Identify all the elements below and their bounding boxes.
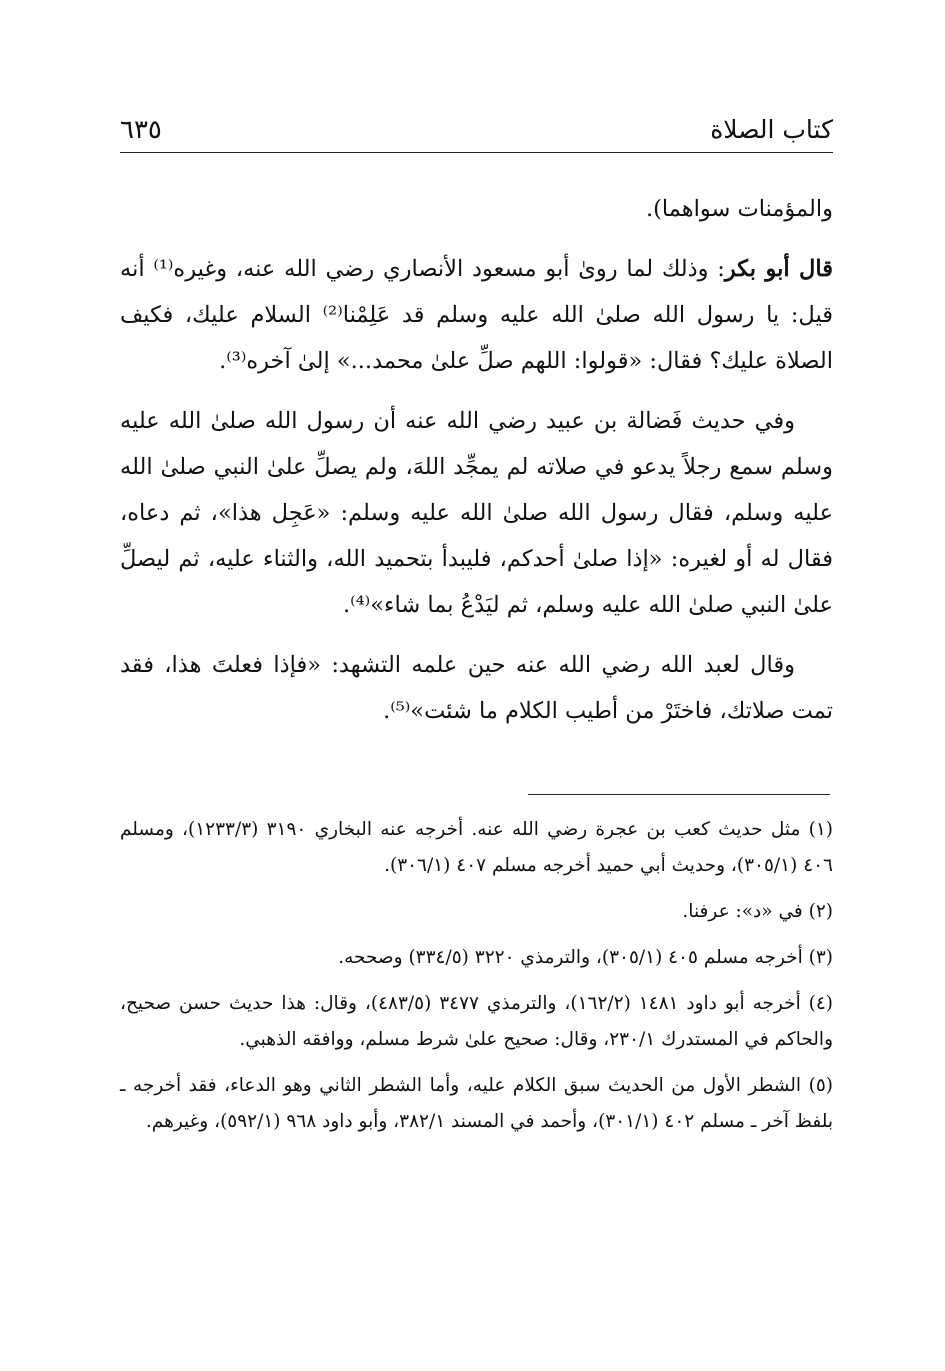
paragraph-2-text: : وذلك لما روىٰ أبو مسعود الأنصاري رضي الله عنه، وغيره⁽¹⁾ أنه قيل: يا رسول الله صلىٰ الله عليه وسلم قد عَلِمْنا⁽²⁾ السلام عليك، فكيف الصلاة عليك؟ فقال: «قولوا: اللهم صلِّ علىٰ محمد...» إلىٰ آخره⁽³⁾. xyxy=(120,256,834,374)
paragraph-4: وقال لعبد الله رضي الله عنه حين علمه التشهد: «فإذا فعلتَ هذا، فقد تمت صلاتك، فاختَرْ من أطيب الكلام ما شئت»⁽⁵⁾. xyxy=(120,652,833,724)
footnotes xyxy=(120,812,833,1150)
footnote-2: (٢) في «د»: عرفنا. xyxy=(682,901,833,922)
paragraph-2 xyxy=(120,246,833,384)
footnote-1: (١) مثل حديث كعب بن عجرة رضي الله عنه. أخرجه عنه البخاري ٣١٩٠ (١٢٣٣/٣)، ومسلم ٤٠٦ (٣٠٥/١)، وحديث أبي حميد أخرجه مسلم ٤٠٧ (٣٠٦/١). xyxy=(120,819,833,876)
footnote-3: (٣) أخرجه مسلم ٤٠٥ (٣٠٥/١)، والترمذي ٣٢٢٠ (٣٣٤/٥) وصححه. xyxy=(338,947,833,968)
speaker-label: قال أبو بكر xyxy=(724,256,833,282)
page-number: ٦٣٥ xyxy=(120,115,162,145)
footnote-4: (٤) أخرجه أبو داود ١٤٨١ (١٦٢/٢)، والترمذي ٣٤٧٧ (٤٨٣/٥)، وقال: هذا حديث حسن صحيح، والحاكم في المستدرك ٢٣٠/١، وقال: صحيح علىٰ شرط مسلم، ووافقه الذهبي. xyxy=(120,993,834,1050)
chapter-title: كتاب الصلاة xyxy=(710,115,833,144)
page-header xyxy=(120,112,833,153)
footnote-5: (٥) الشطر الأول من الحديث سبق الكلام عليه، وأما الشطر الثاني وهو الدعاء، فقد أخرجه ـ بلفظ آخر ـ مسلم ٤٠٢ (٣٠١/١)، وأحمد في المسند ٣٨٢/١، وأبو داود ٩٦٨ (٥٩٢/١)، وغيرهم. xyxy=(120,1075,833,1132)
paragraph-1: والمؤمنات سواهما). xyxy=(645,196,833,222)
main-text xyxy=(120,186,833,734)
footnote-separator xyxy=(528,794,830,795)
paragraph-3: وفي حديث فَضالة بن عبيد رضي الله عنه أن رسول الله صلىٰ الله عليه وسلم سمع رجلاً يدعو في صلاته لم يمجِّد اللهَ، ولم يصلِّ علىٰ النبي صلىٰ الله عليه وسلم، فقال رسول الله صلىٰ الله عليه وسلم: «عَجِل هذا»، ثم دعاه، فقال له أو لغيره: «إذا صلىٰ أحدكم، فليبدأ بتحميد الله، والثناء عليه، ثم ليصلِّ علىٰ النبي صلىٰ الله عليه وسلم، ثم ليَدْعُ بما شاء»⁽⁴⁾. xyxy=(120,408,833,618)
